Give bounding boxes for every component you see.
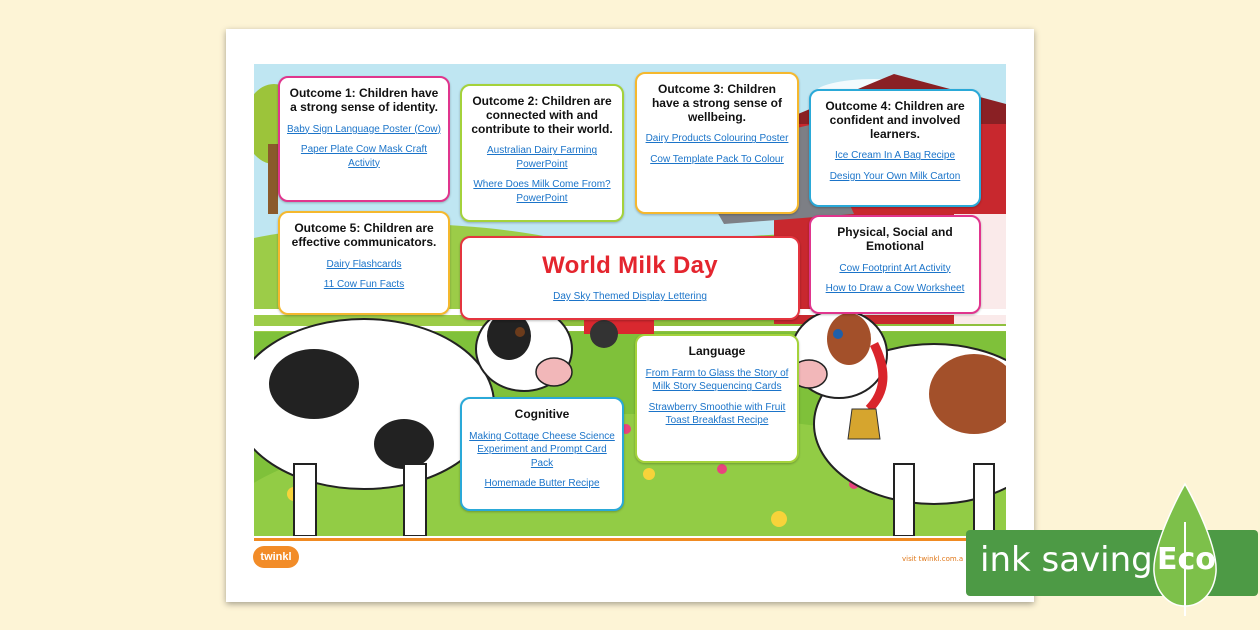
card-heading: Outcome 2: Children are connected with and contribute to their world.	[471, 94, 613, 136]
card-physical-social-emotional	[809, 215, 981, 314]
ink-saving-label: ink saving	[980, 540, 1153, 580]
link-making-cottage-cheese[interactable]: Making Cottage Cheese Science Experiment and Prompt Card Pack	[469, 430, 615, 469]
link-dairy-products-colouring-poster[interactable]: Dairy Products Colouring Poster	[645, 133, 789, 145]
link-australian-dairy-farming[interactable]: Australian Dairy Farming PowerPoint	[486, 145, 598, 170]
footer-divider	[254, 538, 1006, 541]
link-cow-fun-facts[interactable]: 11 Cow Fun Facts	[323, 279, 405, 291]
link-dairy-flashcards[interactable]: Dairy Flashcards	[326, 258, 402, 270]
card-heading: Outcome 5: Children are effective communicators.	[291, 221, 437, 249]
link-strawberry-smoothie-recipe[interactable]: Strawberry Smoothie with Fruit Toast Breakfast Recipe	[648, 401, 786, 427]
link-paper-plate-cow-mask[interactable]: Paper Plate Cow Mask Craft Activity	[300, 144, 428, 169]
title-card	[460, 236, 800, 320]
card-heading: Outcome 4: Children are confident and involved learners.	[825, 99, 965, 141]
link-where-does-milk-come-from[interactable]: Where Does Milk Come From? PowerPoint	[473, 179, 611, 204]
link-how-to-draw-a-cow[interactable]: How to Draw a Cow Worksheet	[825, 283, 965, 295]
card-outcome-5	[278, 211, 450, 315]
link-farm-to-glass-sequencing[interactable]: From Farm to Glass the Story of Milk Story Sequencing Cards	[645, 367, 789, 393]
link-cow-footprint-art[interactable]: Cow Footprint Art Activity	[839, 262, 951, 274]
card-heading: Outcome 1: Children have a strong sense of identity.	[289, 86, 439, 114]
card-outcome-2	[460, 84, 624, 222]
twinkl-logo-icon: twinkl	[253, 546, 299, 568]
card-outcome-4	[809, 89, 981, 207]
footer-url[interactable]: visit twinkl.com.a	[902, 555, 964, 563]
link-design-milk-carton[interactable]: Design Your Own Milk Carton	[829, 170, 961, 182]
link-ice-cream-in-a-bag[interactable]: Ice Cream In A Bag Recipe	[834, 150, 956, 162]
card-language	[635, 334, 799, 463]
eco-label: Eco	[1157, 542, 1216, 577]
card-cognitive	[460, 397, 624, 511]
link-baby-sign-language-poster[interactable]: Baby Sign Language Poster (Cow)	[287, 123, 441, 135]
card-heading: Cognitive	[514, 407, 570, 421]
card-outcome-1	[278, 76, 450, 202]
link-homemade-butter-recipe[interactable]: Homemade Butter Recipe	[484, 478, 600, 490]
card-outcome-3	[635, 72, 799, 214]
card-heading: Physical, Social and Emotional	[837, 225, 953, 253]
page-title: World Milk Day	[542, 252, 718, 279]
link-cow-template-pack[interactable]: Cow Template Pack To Colour	[650, 153, 784, 165]
card-heading: Language	[688, 344, 746, 358]
card-heading: Outcome 3: Children have a strong sense of wellbeing.	[651, 82, 783, 124]
link-display-lettering[interactable]: Day Sky Themed Display Lettering	[553, 291, 707, 302]
